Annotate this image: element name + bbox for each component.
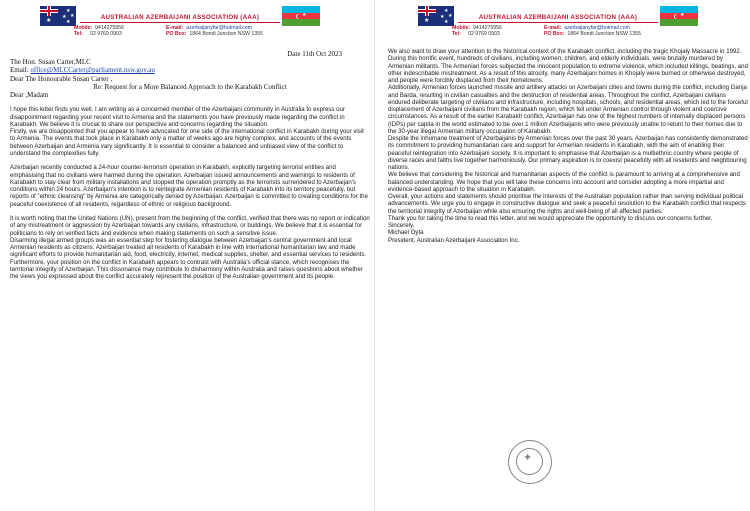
paragraph: We also want to draw your attention to the historical context of the Karabakh conflict, including the tragic Khojaly Massacre in 1992. During this horrific event, hundreds of civilians, including women, children, and elderly individuals, were brutally murdered by Armenian militants. The Armenian forces subjected the innocent population to extreme violence, which included killings, beatings, and other indescribable mistreatment. As a result of this atrocity, many Azerbaijani homes in Khojaly were burned or otherwise destroyed, and people were forcibly displaced from their hometowns.	[388, 48, 748, 84]
paragraph: Disarming illegal armed groups was an essential step for fostering dialogue between Azerbaijan's central government and local Armenian residents as citizens. Azerbaijan treated all residents of Karabakh in line with international humanitarian law and made significant efforts to provide humanitarian aid, food, electricity, internet, medical supplies, shelter, and essential services to residents.	[10, 236, 367, 259]
paragraph: Additionally, Armenian forces launched missile and artillery attacks on Azerbaijani cities and towns during the conflict, including Ganja and Barda, resulting in civilian casualties and the destruction of residential areas. Throughout the conflict, Azerbaijani civilians endured deliberate targeting of civilians and infrastructure, including hospitals, schools, and residential areas, which led to the forceful displacement of Azerbaijani civilians from the Karabakh region, which fell under Armenian control through violent and coercive circumstances. As a result of the earlier Karabakh conflict, Azerbaijan has one of the highest numbers of internally displaced persons (IDPs) per capita in the world estimated to be over 1 million Azerbaijanis who were previously unable to return to their homes due to the 30-year illegal Armenian military occupation of Karabakh.	[388, 84, 748, 135]
recipient-email-line: Email: office@MLCCarter@parliament.nsw.gov.au	[10, 66, 155, 75]
paragraph: Azerbaijan recently conducted a 24-hour counter-terrorism operation in Karabakh, explicitly targeting terrorist entities and emphasising that no civilians were harmed during the operation. Azerbaijan issued announcements and warnings to residents of Karabakh to stay clear from military installations and stopped the operation promptly as the terrorists surrendered to Azerbaijan's conditions within 24 hours. Azerbaijan's intention is to reintegrate Armenian residents of Karabakh into its territory peacefully, but reports of "ethnic cleansing" by Armenia are categorically denied by Azerbaijan. Azerbaijan is committed to creating conditions for the peaceful coexistence of all residents, regardless of ethnic or religious background.	[10, 164, 368, 208]
paragraph: It is worth noting that the United Nations (UN), present from the beginning of the conflict, verified that there was no report or indication of any mistreatment or aggression by Azerbaijan towards any civilians, infrastructure, or buildings. We believe that it is essential for politicians to rely on verified facts and evidence when making statements on such a sensitive issue.	[10, 215, 370, 237]
org-email-link[interactable]: azerbaijanyfar@hotmail.com	[186, 25, 253, 31]
po-box: 1864 Bondi Junction NSW 1355	[189, 31, 263, 38]
tel-number: 02 9769 0903	[90, 31, 122, 38]
mobile-number: 0414275956	[473, 25, 502, 31]
recipient-name: The Hon. Susan Carter,MLC	[10, 58, 91, 67]
page-divider	[374, 0, 375, 511]
org-name: AUSTRALIAN AZERBAIJANI ASSOCIATION (AAA)	[100, 14, 260, 21]
closing: Sincerely,	[388, 222, 415, 229]
contact-phone-block: Mobile: 0414275956 Tel: 02 9769 0903	[74, 25, 124, 38]
paragraph: I hope this letter finds you well. I am writing as a concerned member of the Azerbaijani community in Australia to express our disappointment regarding your recent visit to Armenia and the statements you have previously made regarding the conflict in Karabakh. We believe it is crucial to share our perspective and concerns regarding the situation.	[10, 106, 345, 128]
letter-page-2	[388, 0, 748, 511]
paragraph: Overall, your actions and statements should prioritise the interests of the Australian population rather than serving individual political advancements. We urge you to engage in constructive dialogue and seek a peaceful resolution to the Karabakh conflict that respects the territorial integrity of Azerbaijan while also ensuring the rights and well-being of all affected parties.	[388, 193, 746, 215]
salutation: Dear ,Madam	[10, 91, 49, 100]
australia-flag-icon: ★ ★ ★ ★ ★	[40, 6, 76, 26]
contact-email-block: E-mail: azerbaijanyfar@hotmail.com PO Box: 1864 Bondi Junction NSW 1355	[544, 25, 641, 38]
letter-body-page-2	[388, 48, 748, 244]
mobile-number: 0414275956	[95, 25, 124, 31]
azerbaijan-flag-icon: ★	[282, 6, 320, 26]
signer-title: President, Australian Azerbaijani Association Inc.	[388, 236, 520, 244]
paragraph: Furthermore, your position on the conflict in Karabakh appears to contrast with Australia's official stance, which recognises the territorial integrity of Azerbaijan. This dissonance may contribute to disharmony within Australia and raises questions about whether the views you expressed about the conflict accurately represent the position of the Australian government and its people.	[10, 258, 363, 281]
contact-phone-block: Mobile: 0414275956 Tel: 02 9769 0903	[452, 25, 502, 38]
signer-name: Michael Oyta	[388, 229, 424, 237]
paragraph: Thank you for taking the time to read this letter, and we would appreciate the opportunity to discuss our concerns further.	[388, 214, 713, 222]
letter-date: Date 11th Oct 2023	[287, 50, 342, 58]
contact-email-block: E-mail: azerbaijanyfar@hotmail.com PO Box: 1864 Bondi Junction NSW 1355	[166, 25, 263, 38]
azerbaijan-flag-icon: ★	[660, 6, 698, 26]
letter-body-page-1	[10, 50, 370, 280]
subject-line: Re: Request for a More Balanced Approach to the Karabakh Conflict	[93, 82, 287, 91]
po-box: 1864 Bondi Junction NSW 1355	[567, 31, 641, 38]
paragraph: Despite the inhumane treatment of Azerbaijanis by Armenian forces over the past 30 years, Azerbaijan has consistently demonstrated its commitment to providing humanitarian care and support for Armenian residents in Karabakh, with the aim of enabling their peaceful reintegration into Azerbaijani society. It is important to emphasise that Azerbaijan is a multiethnic country where people of diverse races and faiths live together harmoniously. Our primary aspiration is to coexist peacefully with all residents and neighbouring nations.	[388, 135, 748, 171]
paragraph: We believe that considering the historical and humanitarian aspects of the conflict is paramount to arriving at a comprehensive and balanced understanding. We hope that you will take these concerns into account and consider adopting a more impartial and evidence-based approach to the situation in Karabakh.	[388, 171, 740, 193]
letterhead-rule	[458, 22, 658, 23]
letterhead-rule	[80, 22, 280, 23]
letterhead	[10, 2, 370, 56]
tel-number: 02 9769 0903	[468, 31, 500, 38]
paragraph: Firstly, we are disappointed that you appear to have advocated for one side of the international conflict in Karabakh during your visit to Armenia. The events that took place in Karabakh only a matter of weeks ago are highly complex, and accounts of the events between Azerbaijan and Armenia vary significantly. It is essential to consider a balanced and unbiased view of the conflict to understand the complexities fully.	[10, 128, 364, 157]
dear-line: Dear The Honourable Susan Carter ,	[10, 74, 113, 83]
org-email-link[interactable]: azerbaijanyfar@hotmail.com	[564, 25, 631, 31]
australia-flag-icon: ★ ★ ★ ★ ★	[418, 6, 454, 26]
association-seal: ✦	[508, 440, 552, 484]
letter-page-1	[10, 0, 370, 511]
org-name: AUSTRALIAN AZERBAIJANI ASSOCIATION (AAA)	[478, 14, 638, 21]
recipient-email-link[interactable]: office@MLCCarter@parliament.nsw.gov.au	[30, 66, 155, 75]
